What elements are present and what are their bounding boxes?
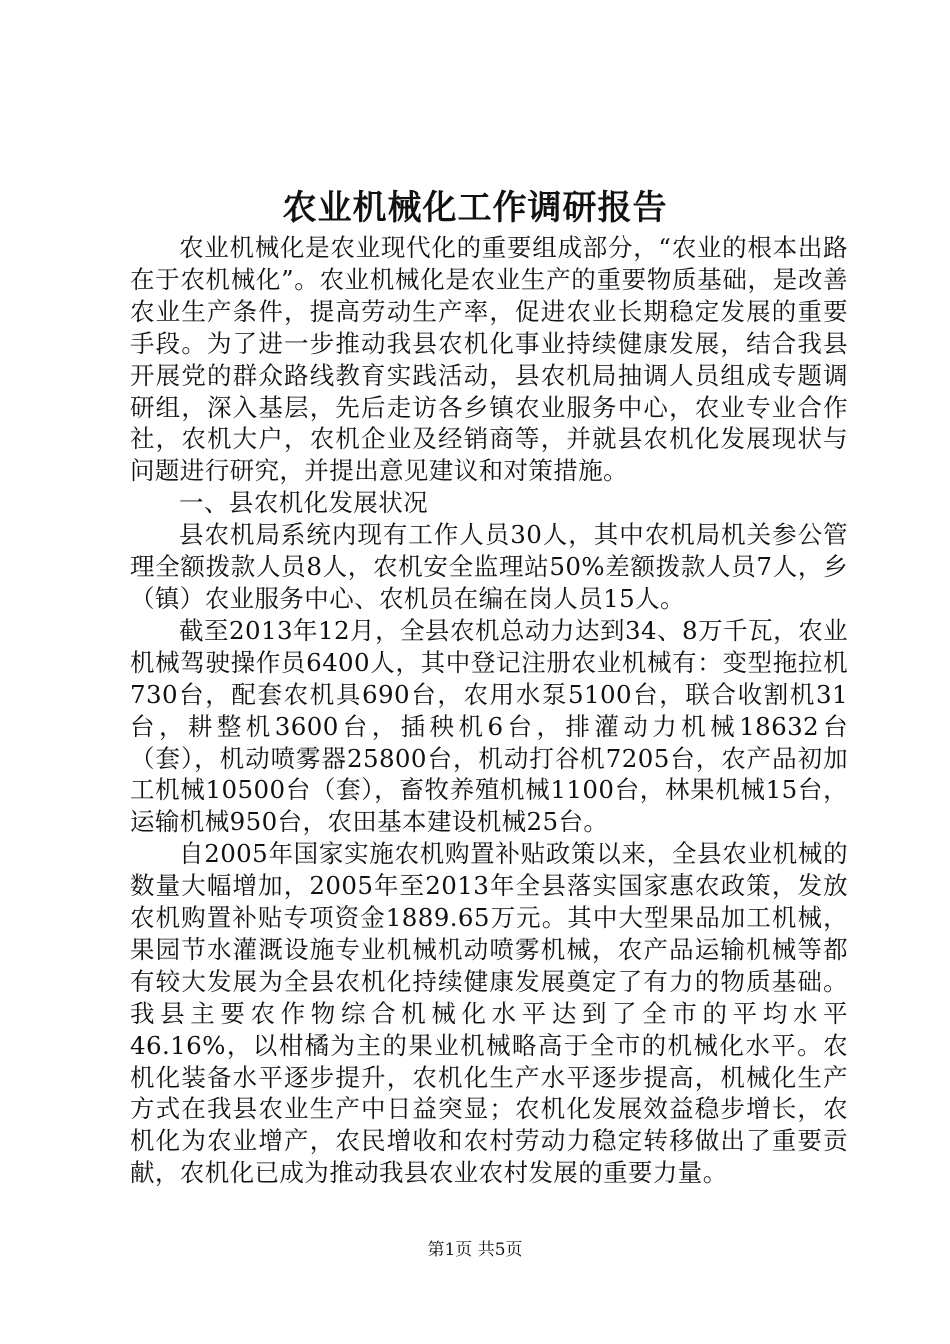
document-title: 农业机械化工作调研报告 bbox=[282, 188, 668, 228]
paragraph-subsidy: 自2005年国家实施农机购置补贴政策以来，全县农业机械的数量大幅增加，2005年至2013年全县落实国家惠农政策，发放农机购置补贴专项资金1889.65万元。其中大型果品加工机械，果园节水灌溉设施专业机械机动喷雾机械，农产品运输机械等都有较大发展为全县农机化持续健康发展奠定了有力的物质基础。我县主要农作物综合机械化水平达到了全市的平均水平46.16%，以柑橘为主的果业机械略高于全市的机械化水平。农机化装备水平逐步提升，农机化生产水平逐步提高，机械化生产方式在我县农业生产中日益突显；农机化发展效益稳步增长，农机化为农业增产，农民增收和农村劳动力稳定转移做出了重要贡献，农机化已成为推动我县农业农村发展的重要力量。 bbox=[130, 839, 848, 1188]
section-heading: 一、县农机化发展状况 bbox=[179, 488, 428, 518]
paragraph-intro: 农业机械化是农业现代化的重要组成部分，“农业的根本出路在于农机械化”。农业机械化是农业生产的重要物质基础，是改善农业生产条件，提高劳动生产率，促进农业长期稳定发展的重要手段。为了进一步推动我县农机化事业持续健康发展，结合我县开展党的群众路线教育实践活动，县农机局抽调人员组成专题调研组，深入基层，先后走访各乡镇农业服务中心，农业专业合作社，农机大户，农机企业及经销商等，并就县农机化发展现状与问题进行研究，并提出意见建议和对策措施。 bbox=[130, 233, 848, 486]
paragraph-machinery: 截至2013年12月，全县农机总动力达到34、8万千瓦，农业机械驾驶操作员6400人，其中登记注册农业机械有：变型拖拉机730台，配套农机具690台，农用水泵5100台，联合收割机31台，耕整机3600台，插秧机6台，排灌动力机械18632台（套），机动喷雾器25800台，机动打谷机7205台，农产品初加工机械10500台（套），畜牧养殖机械1100台，林果机械15台，运输机械950台，农田基本建设机械25台。 bbox=[130, 615, 848, 837]
page-footer: 第1页 共5页 bbox=[427, 1240, 523, 1260]
document-body bbox=[130, 232, 848, 1189]
paragraph-staff: 县农机局系统内现有工作人员30人，其中农机局机关参公管理全额拨款人员8人，农机安全监理站50%差额拨款人员7人，乡（镇）农业服务中心、农机员在编在岗人员15人。 bbox=[130, 520, 848, 613]
